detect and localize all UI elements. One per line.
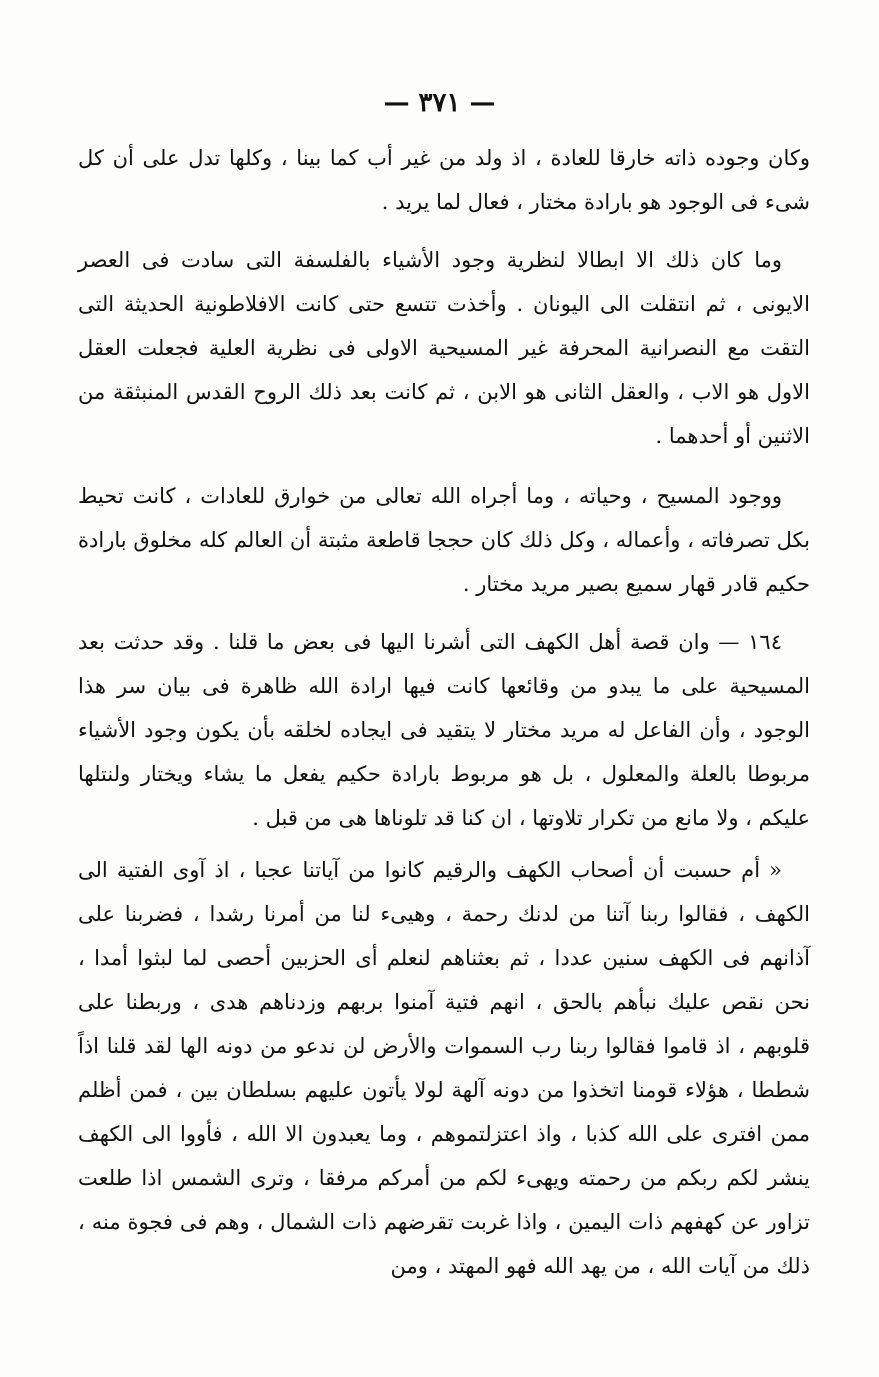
paragraph-2: وما كان ذلك الا ابطالا لنظرية وجود الأشياء بالفلسفة التى سادت فى العصر الايونى ، ثم انتقلت الى اليونان . وأخذت تتسع حتى كانت الافلاطونية الحديثة التى التقت مع النصرانية المحرفة غير المسيحية الاولى فى نظرية العلية فجعلت العقل الاول هو الاب ، والعقل الثانى هو الابن ، ثم كانت بعد ذلك الروح القدس المنبثقة من الاثنين أو أحدهما . (78, 248, 810, 448)
paragraph-4: ١٦٤ — وان قصة أهل الكهف التى أشرنا اليها فى بعض ما قلنا . وقد حدثت بعد المسيحية على ما يبدو من وقائعها كانت فيها ارادة الله ظاهرة فى بيان سر هذا الوجود ، وأن الفاعل له مريد مختار لا يتقيد فى ايجاده لخلقه بأن يكون وجود الأشياء مربوطا بالعلة والمعلول ، بل هو مربوط بارادة حكيم يفعل ما يشاء ويختار ولنتلها عليكم ، ولا مانع من تكرار تلاوتها ، ان كنا قد تلوناها هى من قبل . (78, 630, 810, 830)
paragraph-3: ووجود المسيح ، وحياته ، وما أجراه الله تعالى من خوارق للعادات ، كانت تحيط بكل تصرفاته ، وأعماله ، وكل ذلك كان حججا قاطعة مثبتة أن العالم كله مخلوق بارادة حكيم قادر قهار سميع بصير مريد مختار . (78, 484, 810, 596)
paragraph-5-quran-quote: « أم حسبت أن أصحاب الكهف والرقيم كانوا من آياتنا عجبا ، اذ آوى الفتية الى الكهف ، فقالوا ربنا آتنا من لدنك رحمة ، وهيىء لنا من أمرنا رشدا ، فضربنا على آذانهم فى الكهف سنين عددا ، ثم بعثناهم لنعلم أى الحزبين أحصى لما لبثوا أمدا ، نحن نقص عليك نبأهم بالحق ، انهم فتية آمنوا بربهم وزدناهم هدى ، وربطنا على قلوبهم ، اذ قاموا فقالوا ربنا رب السموات والأرض لن ندعو من دونه الها لقد قلنا اذاً شططا ، هؤلاء قومنا اتخذوا من دونه آلهة لولا يأتون عليهم بسلطان بين ، فمن أظلم ممن افترى على الله كذبا ، واذ اعتزلتموهم ، وما يعبدون الا الله ، فأووا الى الكهف ينشر لكم ربكم من رحمته ويهىء لكم من أمركم مرفقا ، وترى الشمس اذا طلعت تزاور عن كهفهم ذات اليمين ، واذا غربت تقرضهم ذات الشمال ، وهم فى فجوة منه ، ذلك من آيات الله ، من يهد الله فهو المهتد ، ومن (78, 858, 810, 1278)
page-number: — ٣٧١ — (383, 88, 496, 118)
paragraph-1: وكان وجوده ذاته خارقا للعادة ، اذ ولد من غير أب كما بينا ، وكلها تدل على أن كل شىء فى الوجود هو بارادة مختار ، فعال لما يريد . (78, 146, 810, 214)
